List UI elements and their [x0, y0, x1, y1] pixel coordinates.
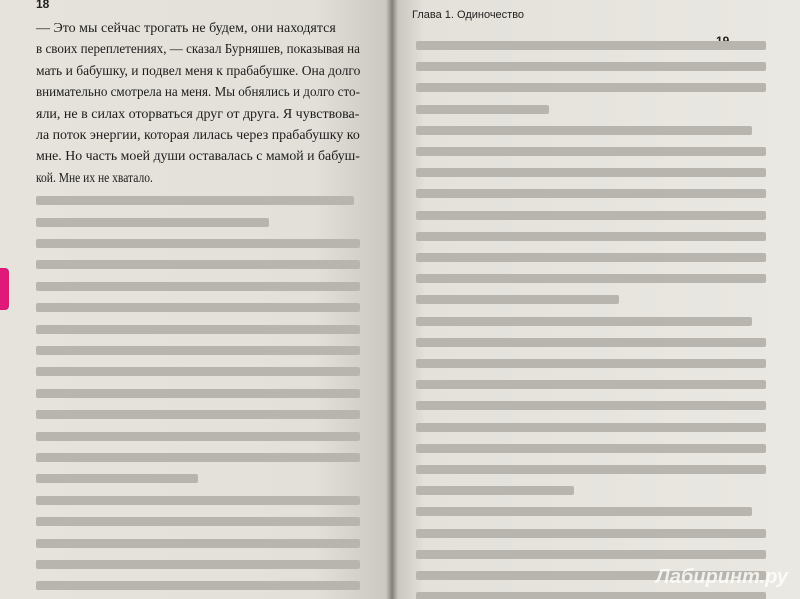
unreadable-text-line — [36, 581, 360, 590]
unreadable-text-line — [416, 550, 766, 559]
unreadable-text-line — [416, 41, 766, 50]
unreadable-text-line — [36, 325, 360, 334]
text-line: кой. Мне их не хватало. — [36, 170, 153, 186]
unreadable-text-line — [416, 189, 766, 198]
unreadable-text-line — [416, 401, 766, 410]
text-line: мать и бабушку, и подвел меня к прабабушке. Она долго — [36, 63, 361, 79]
unreadable-text-line — [416, 211, 766, 220]
unreadable-text-line — [416, 507, 752, 516]
unreadable-text-line — [36, 389, 360, 398]
unreadable-text-line — [36, 367, 360, 376]
unreadable-text-line — [36, 218, 269, 227]
unreadable-text-line — [416, 147, 766, 156]
unreadable-text-line — [36, 196, 354, 205]
right-page-text — [416, 30, 766, 599]
unreadable-text-line — [416, 253, 766, 262]
unreadable-text-line — [416, 83, 766, 92]
unreadable-text-line — [36, 432, 360, 441]
running-head: Глава 1. Одиночество — [412, 9, 525, 21]
unreadable-text-line — [416, 338, 766, 347]
unreadable-text-line — [36, 496, 360, 505]
right-page — [392, 0, 800, 599]
unreadable-text-line — [36, 303, 360, 312]
text-line: в своих переплетениях, — сказал Бурняшев, показывая на — [36, 42, 360, 58]
unreadable-text-line — [416, 274, 766, 283]
unreadable-text-line — [36, 410, 360, 419]
left-page — [0, 0, 392, 599]
unreadable-text-line — [416, 317, 752, 326]
unreadable-text-line — [416, 105, 549, 114]
unreadable-text-line — [36, 539, 360, 548]
unreadable-text-line — [36, 282, 360, 291]
left-page-text — [36, 8, 360, 599]
text-line: яли, не в силах оторваться друг от друга. Я чувствова- — [36, 106, 360, 122]
left-page-number: 18 — [36, 0, 50, 11]
unreadable-text-line — [416, 126, 752, 135]
unreadable-text-line — [416, 592, 766, 599]
unreadable-text-line — [416, 465, 766, 474]
text-line: — Это мы сейчас трогать не будем, они находятся — [36, 21, 336, 36]
text-line: мне. Но часть моей души оставалась с мамой и бабуш- — [36, 149, 360, 165]
unreadable-text-line — [36, 474, 198, 483]
bookmark-ribbon — [0, 268, 9, 310]
unreadable-text-line — [416, 529, 766, 538]
unreadable-text-line — [36, 346, 360, 355]
book-gutter-shadow — [386, 0, 398, 599]
unreadable-text-line — [416, 380, 766, 389]
unreadable-text-line — [36, 517, 360, 526]
unreadable-text-line — [416, 62, 766, 71]
unreadable-text-line — [416, 295, 619, 304]
labirint-watermark-logo: Лабиринт.ру — [655, 566, 788, 588]
unreadable-text-line — [416, 444, 766, 453]
unreadable-text-line — [416, 359, 766, 368]
unreadable-text-line — [36, 560, 360, 569]
unreadable-text-line — [416, 486, 574, 495]
unreadable-text-line — [416, 168, 766, 177]
unreadable-text-line — [416, 232, 766, 241]
text-line: внимательно смотрела на меня. Мы обнялись и долго сто- — [36, 85, 360, 101]
unreadable-text-line — [416, 423, 766, 432]
text-line: ла поток энергии, которая лилась через прабабушку ко — [36, 128, 360, 143]
unreadable-text-line — [36, 239, 360, 248]
unreadable-text-line — [36, 453, 360, 462]
unreadable-text-line — [36, 260, 360, 269]
